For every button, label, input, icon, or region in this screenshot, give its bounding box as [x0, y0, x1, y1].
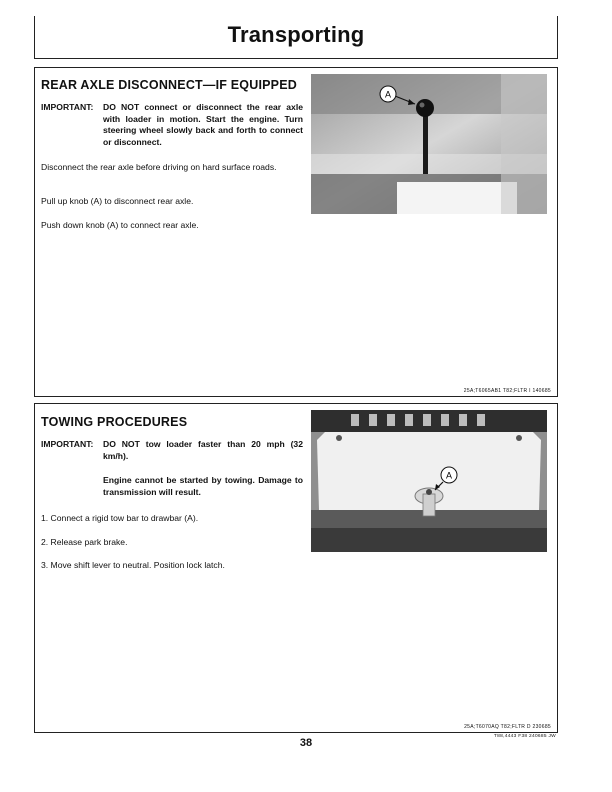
figure-code: 25A;T6070AQ T82;FLTR D 230685 — [464, 724, 551, 730]
rear-axle-knob-photo — [311, 74, 547, 214]
important-text: DO NOT tow loader faster than 20 mph (32 km/h). — [103, 439, 303, 461]
figure-code: 25A;T6065AB1 T82;FLTR I 140685 — [463, 388, 551, 394]
important-note-2 — [41, 475, 311, 499]
important-text: Engine cannot be started by towing. Damage to transmission will result. — [103, 475, 303, 497]
section-heading: TOWING PROCEDURES — [41, 415, 188, 429]
important-note — [41, 439, 311, 463]
important-note — [41, 102, 311, 152]
section-heading: REAR AXLE DISCONNECT—IF EQUIPPED — [41, 78, 297, 92]
document-code: T88,4443 F38 240685 JW — [493, 734, 556, 739]
page-number: 38 — [299, 737, 313, 749]
important-text: DO NOT connect or disconnect the rear axle with loader in motion. Start the engine. Turn steering wheel slowly back and forth to connect or disconnect. — [103, 102, 303, 147]
rear-axle-section — [34, 67, 558, 397]
paragraph: Push down knob (A) to connect rear axle. — [41, 220, 199, 230]
drawbar-photo — [311, 410, 547, 552]
step-item: 2. Release park brake. — [41, 537, 128, 547]
page-title: Transporting — [227, 22, 365, 47]
step-item: 1. Connect a rigid tow bar to drawbar (A). — [41, 513, 199, 523]
important-label: IMPORTANT: — [41, 439, 94, 449]
towing-section — [34, 403, 558, 733]
paragraph: Disconnect the rear axle before driving on hard surface roads. — [41, 162, 277, 172]
paragraph: Pull up knob (A) to disconnect rear axle. — [41, 196, 194, 206]
page-header — [34, 16, 558, 59]
callout-a-label: A — [384, 89, 392, 100]
important-label: IMPORTANT: — [41, 102, 94, 112]
step-item: 3. Move shift lever to neutral. Position lock latch. — [41, 560, 225, 570]
callout-a-label: A — [445, 470, 453, 481]
